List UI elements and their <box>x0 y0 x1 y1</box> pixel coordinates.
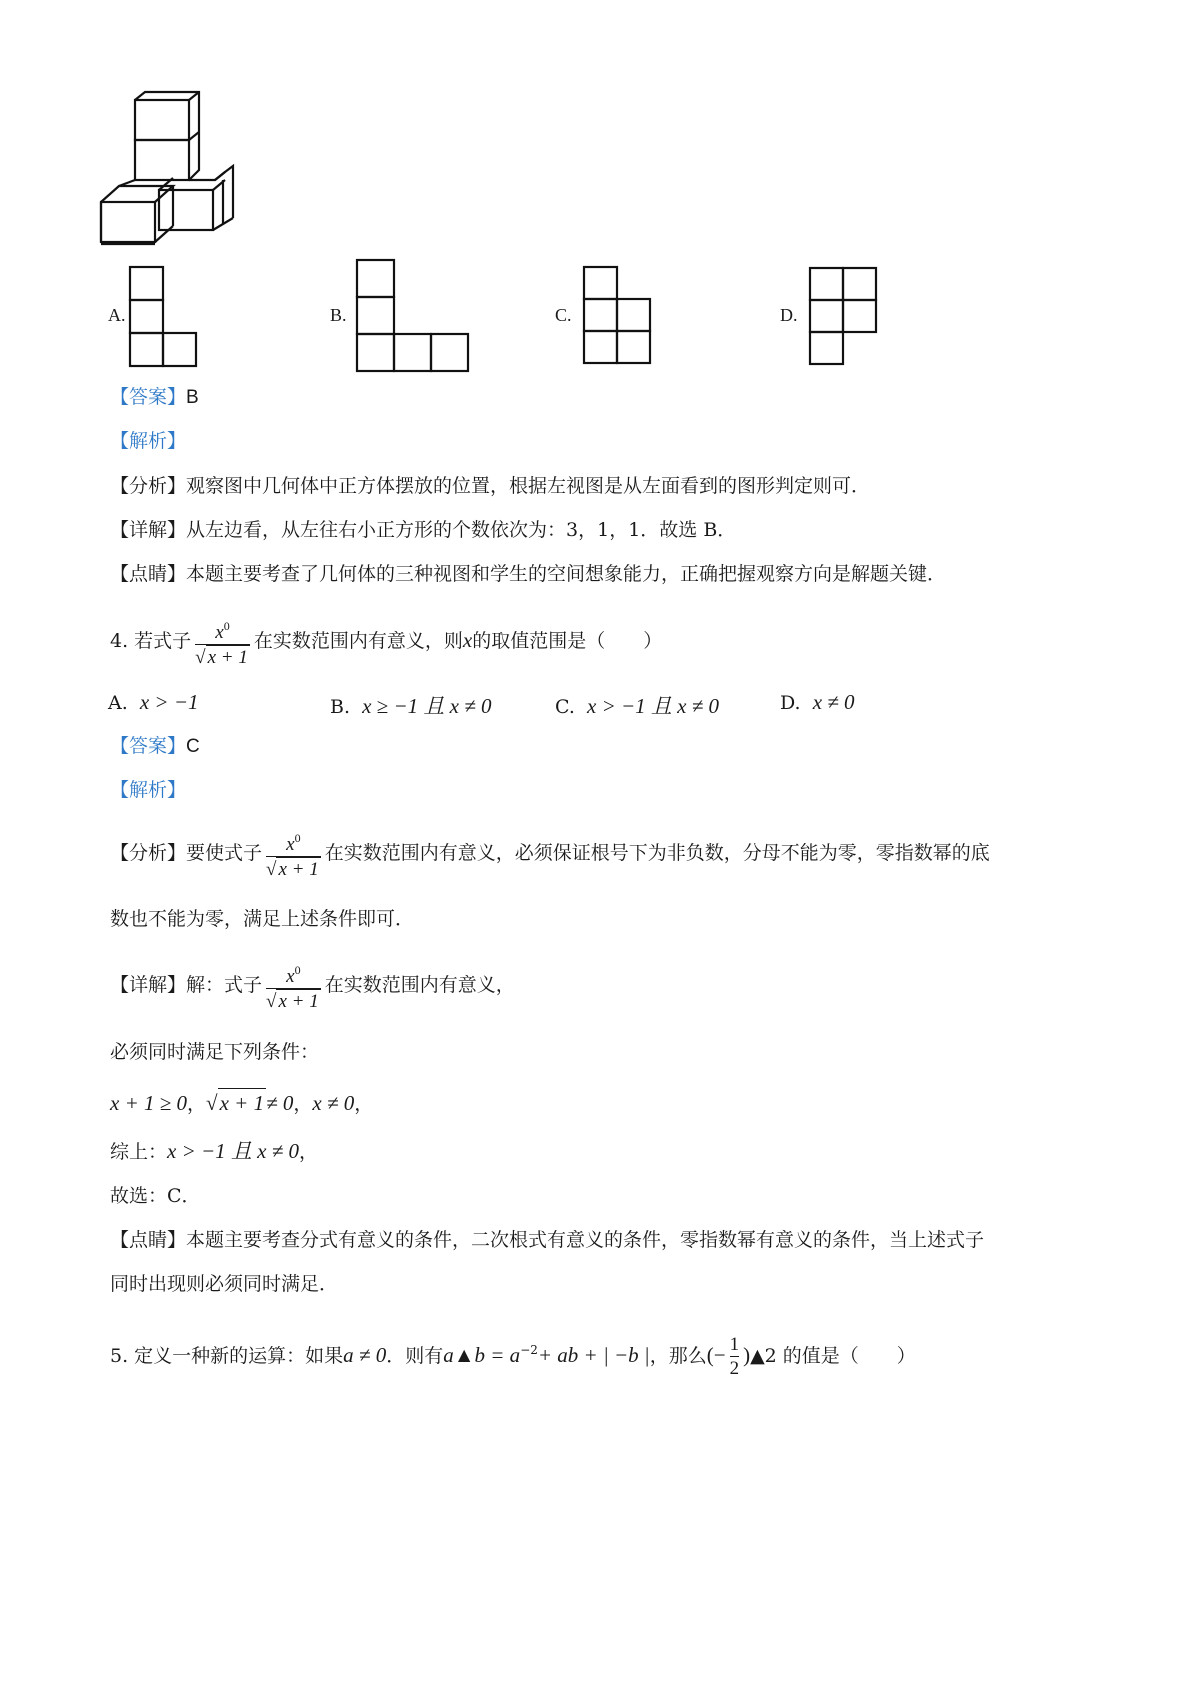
analysis-text: 观察图中几何体中正方体摆放的位置，根据左视图是从左面看到的图形判定则可． <box>186 475 871 497</box>
comment-tag: 【点睛】 <box>110 563 187 585</box>
q3-detail-line <box>110 516 736 544</box>
q4-stem-var: x <box>462 628 473 652</box>
q3-option-c-label: C. <box>555 305 572 325</box>
q3-option-d-label: D. <box>780 305 798 325</box>
q5-fraction <box>730 1334 740 1381</box>
q5-formula-sup: −2 <box>520 1343 538 1357</box>
q4-summary: 综上：x > −1 且 x ≠ 0， <box>110 1139 319 1163</box>
summary-pre: 综上： <box>110 1141 168 1163</box>
analysis-pre: 要使式子 <box>186 842 263 864</box>
q4-analysis-line <box>110 825 990 882</box>
q3-jiexi-line <box>110 427 186 455</box>
q4-option-d-expr: x ≠ 0 <box>812 690 855 714</box>
cond-1: x + 1 ≥ 0 <box>110 1091 188 1115</box>
summary-expr: x > −1 且 x ≠ 0 <box>167 1139 300 1163</box>
frac-den: x + 1 <box>278 858 319 880</box>
analysis-tag: 【分析】 <box>110 842 187 864</box>
detail-tag: 【详解】 <box>110 519 187 541</box>
q3-option-c-figure <box>582 265 654 367</box>
q4-jiexi-line <box>110 776 186 804</box>
q4-comment-line1 <box>110 1226 984 1254</box>
q4-option-b-label: B. <box>330 696 351 718</box>
detail-tag: 【详解】 <box>110 974 187 996</box>
q4-option-b <box>330 690 491 720</box>
q5-stem: 5. 定义一种新的运算：如果a ≠ 0．则有a▲b = $a^{-2}+$ ab + | −b |，那么(− $\frac{1}{2}$ )▲2 的值是（ ） <box>110 1333 916 1379</box>
q4-detail-fraction: $\frac{x^0}{√ x + 1}$ <box>266 962 319 1012</box>
q4-stem-prefix: 4. 若式子 <box>110 630 192 652</box>
q4-cond-intro: 必须同时满足下列条件： <box>110 1041 320 1063</box>
frac-num: x <box>286 965 295 987</box>
detail-pre: 解：式子 <box>186 974 263 996</box>
q3-answer-line <box>110 383 199 412</box>
q4-option-c-expr: x > −1 且 x ≠ 0 <box>587 694 720 718</box>
q4-option-d <box>780 690 855 715</box>
answer-tag: 【答案】 <box>110 735 187 757</box>
q3-option-b-figure <box>355 258 471 374</box>
comment-text: 本题主要考查分式有意义的条件，二次根式有意义的条件，零指数幂有意义的条件，当上述式子 <box>186 1229 985 1251</box>
q5-formula-rest: + ab + | −b | <box>537 1343 650 1367</box>
detail-text: 从左边看，从左往右小正方形的个数依次为：3，1，1．故选 B． <box>186 519 737 541</box>
detail-post: 在实数范围内有意义， <box>324 974 515 996</box>
q4-answer-line <box>110 732 200 761</box>
answer-value: C <box>186 736 200 757</box>
q4-analysis-fraction: $\frac{x^0}{√ x + 1}$ <box>266 830 319 880</box>
comment-text: 本题主要考查了几何体的三种视图和学生的空间想象能力，正确把握观察方向是解题关键． <box>186 563 947 585</box>
q4-choice: 故选：C． <box>110 1185 201 1207</box>
frac-sup: 0 <box>294 962 301 977</box>
frac-num: x <box>286 833 295 855</box>
q4-option-a <box>108 690 199 715</box>
q5-stem-prefix: 5. 定义一种新的运算：如果 <box>110 1345 344 1367</box>
q4-frac-den: x + 1 <box>207 646 248 668</box>
q4-detail-line <box>110 957 515 1014</box>
analysis-tag: 【分析】 <box>110 475 187 497</box>
q4-fraction: $\frac{x^0}{√ x + 1}$ <box>195 618 248 668</box>
q4-stem <box>110 612 662 670</box>
q4-analysis-line2: 数也不能为零，满足上述条件即可． <box>110 908 415 930</box>
answer-value: B <box>186 387 199 408</box>
q4-option-b-expr: x ≥ −1 且 x ≠ 0 <box>362 694 492 718</box>
q3-option-a-figure <box>128 265 200 370</box>
q3-option-d-figure <box>808 266 880 368</box>
q5-frac-num: 1 <box>729 1333 740 1355</box>
q5-frac-den: 2 <box>729 1357 740 1379</box>
q3-analysis-line <box>110 472 870 500</box>
q5-formula: a▲b = a <box>443 1343 521 1367</box>
cond-3: x ≠ 0 <box>312 1091 355 1115</box>
frac-den: x + 1 <box>278 990 319 1012</box>
cond-2-radicand: x + 1 <box>218 1088 267 1117</box>
q5-then: ，那么 <box>649 1345 707 1367</box>
q4-conditions: x + 1 ≥ 0，√x + 1≠ 0，x ≠ 0， <box>110 1088 373 1118</box>
q3-comment-line <box>110 560 946 588</box>
q4-frac-num: x <box>215 621 224 643</box>
cond-2-rest: ≠ 0 <box>266 1091 294 1115</box>
q4-option-c-label: C. <box>555 696 575 718</box>
frac-sup: 0 <box>294 830 301 845</box>
q4-option-c <box>555 690 719 720</box>
q5-cond: a ≠ 0 <box>343 1343 387 1367</box>
solid-figure <box>95 90 240 250</box>
q4-comment-line2: 同时出现则必须同时满足． <box>110 1273 339 1295</box>
q4-option-a-label: A. <box>108 692 128 714</box>
q5-mid: ．则有 <box>386 1345 444 1367</box>
answer-tag: 【答案】 <box>110 386 187 408</box>
jiexi-tag: 【解析】 <box>110 430 187 452</box>
q3-option-b-label: B. <box>330 305 347 325</box>
q4-option-d-label: D. <box>780 692 801 714</box>
q3-option-a-label: A. <box>108 305 126 325</box>
comment-tag: 【点睛】 <box>110 1229 187 1251</box>
q4-option-a-expr: x > −1 <box>139 690 199 714</box>
q4-stem-end: 的取值范围是（ ） <box>472 630 663 652</box>
q5-tail: ▲2 的值是（ ） <box>750 1345 916 1367</box>
q4-stem-suffix: 在实数范围内有意义，则 <box>253 630 463 652</box>
analysis-post: 在实数范围内有意义，必须保证根号下为非负数，分母不能为零，零指数幂的底 <box>324 842 990 864</box>
q4-frac-sup: 0 <box>223 618 230 633</box>
jiexi-tag: 【解析】 <box>110 779 187 801</box>
